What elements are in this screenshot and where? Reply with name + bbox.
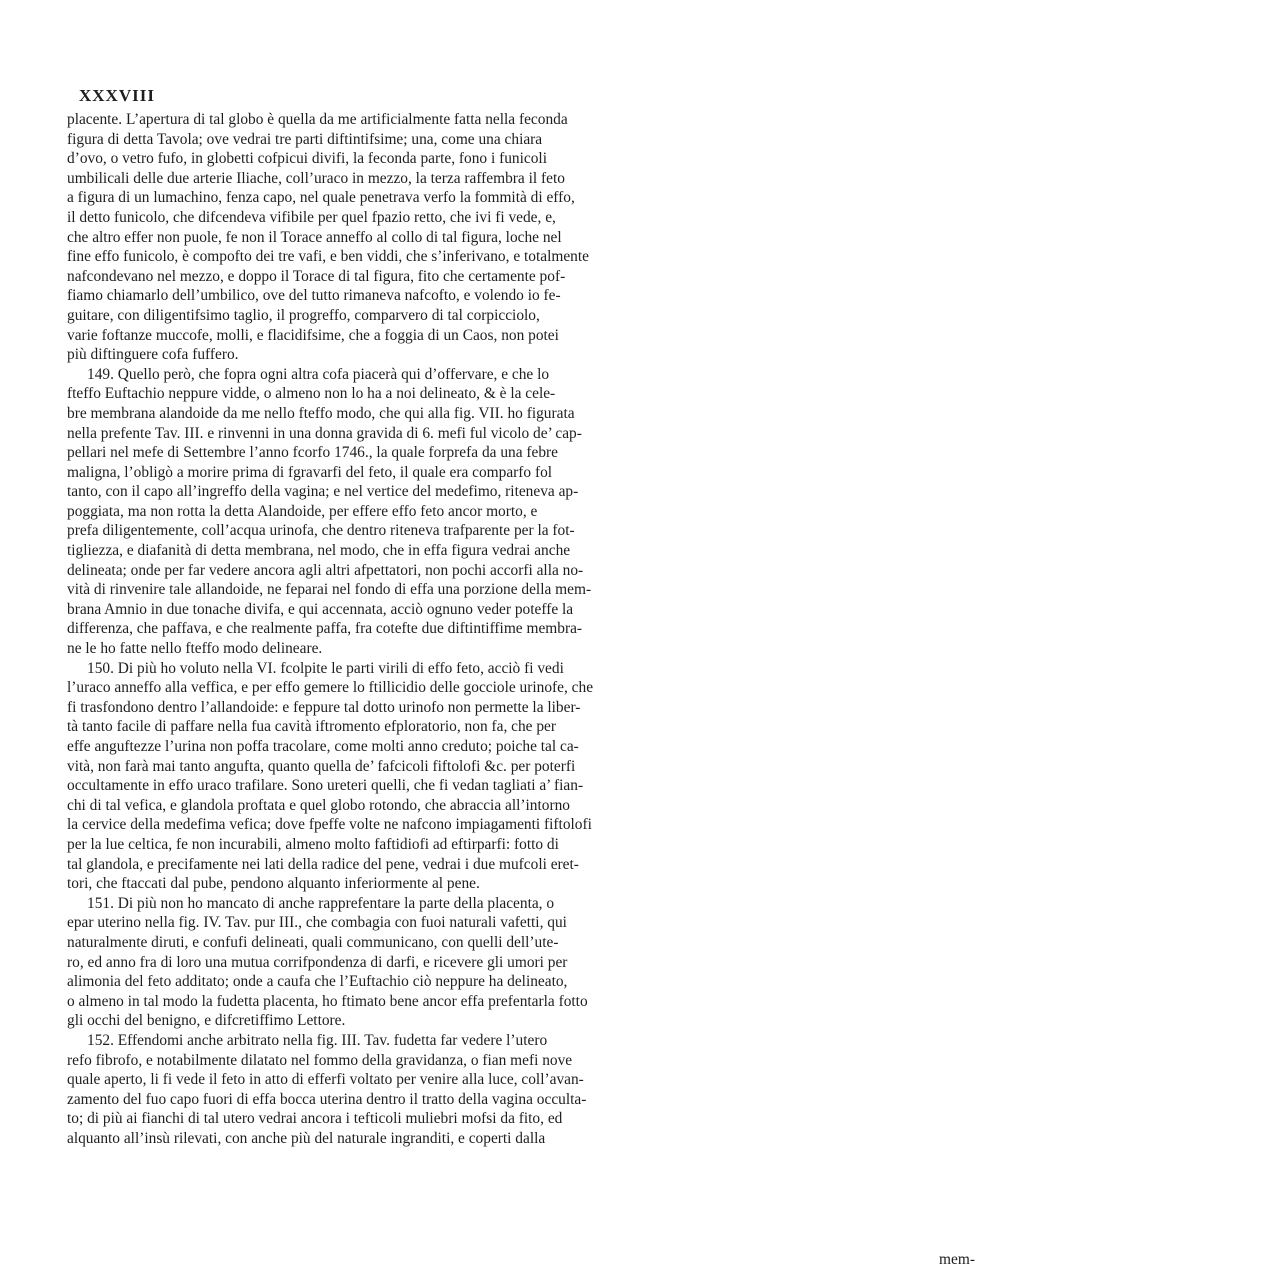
text-line: umbilicali delle due arterie Iliache, coll’uraco in mezzo, la terza raffembra il feto [67, 169, 565, 187]
body-text [67, 110, 727, 1148]
text-line: o almeno in tal modo la fudetta placenta, ho ftimato bene ancor effa prefentarla fotto [67, 992, 588, 1010]
text-line: tal glandola, e precifamente nei lati della radice del pene, vedrai i due mufcoli eret- [67, 855, 579, 873]
text-line: figura di detta Tavola; ove vedrai tre parti diftintifsime; una, come una chiara [67, 130, 543, 148]
text-line: effe anguftezze l’urina non poffa tracolare, come molti anno creduto; poiche tal ca- [67, 738, 579, 755]
text-line: poggiata, ma non rotta la detta Alandoide, per effere effo feto ancor morto, e [67, 502, 538, 520]
text-line: fi trasfondono dentro l’allandoide: e feppure tal dotto urinofo non permette la liber- [67, 698, 581, 716]
text-line: differenza, che paffava, e che realmente paffa, fra cotefte due diftintiffime membra- [67, 620, 583, 638]
text-line: prefa diligentemente, coll’acqua urinofa, che dentro riteneva trafparente per la fot- [67, 522, 575, 540]
text-line: tigliezza, e diafanità di detta membrana, nel modo, che in effa figura vedrai anche [67, 542, 571, 560]
text-line: epar uterino nella fig. IV. Tav. pur III., che combagia con fuoi naturali vafetti, qui [67, 914, 567, 932]
text-line: fiamo chiamarlo dell’umbilico, ove del tutto rimaneva nafcofto, e volendo io fe- [67, 287, 561, 305]
text-line: d’ovo, o vetro fufo, in globetti cofpicui divifi, la feconda parte, fono i funicoli [67, 150, 547, 168]
text-line: a figura di un lumachino, fenza capo, nel quale penetrava verfo la fommità di effo, [67, 189, 575, 207]
text-line: nafcondevano nel mezzo, e doppo il Torace di tal figura, fito che certamente pof- [67, 267, 566, 285]
text-line: 149. Quello però, che fopra ogni altra cofa piacerà qui d’offervare, e che lo [87, 365, 550, 383]
catchword: mem- [939, 1251, 975, 1268]
text-line: che altro effer non puole, fe non il Torace anneffo al collo di tal figura, loche nel [67, 228, 562, 246]
text-line: brana Amnio in due tonache divifa, e qui accennata, acciò ognuno veder poteffe la [67, 600, 574, 618]
text-line: per la lue celtica, fe non incurabili, almeno molto faftidiofi ad eftirparfi: fotto di [67, 835, 559, 853]
text-line: maligna, l’obligò a morire prima di fgravarfi del feto, il quale era comparfo fol [67, 463, 553, 481]
text-line: la cervice della medefima vefica; dove fpeffe volte ne nafcono impiagamenti fiftolofi [67, 816, 592, 834]
text-line: quale aperto, li fi vede il feto in atto di efferfi voltato per venire alla luce, coll’avan- [67, 1071, 584, 1089]
text-line: placente. L’apertura di tal globo è quella da me artificialmente fatta nella feconda [67, 111, 568, 128]
text-line: pellari nel mefe di Settembre l’anno fcorfo 1746., la quale forprefa da una febre [67, 444, 558, 462]
text-line: gli occhi del benigno, e difcretiffimo Lettore. [67, 1012, 346, 1030]
text-line: 150. Di più ho voluto nella VI. fcolpite le parti virili di effo feto, acciò fi vedi [87, 659, 564, 677]
text-line: zamento del fuo capo fuori di effa bocca uterina dentro il tratto della vagina occulta- [67, 1090, 587, 1108]
text-line: refo fibrofo, e notabilmente dilatato nel fommo della gravidanza, o fian mefi nove [67, 1051, 573, 1069]
text-line: 151. Di più non ho mancato di anche rapprefentare la parte della placenta, o [87, 894, 555, 912]
text-line: 152. Effendomi anche arbitrato nella fig. III. Tav. fudetta far vedere l’utero [87, 1031, 548, 1049]
text-line: guitare, con diligentifsimo taglio, il progreffo, comparvero di tal corpicciolo, [67, 306, 540, 324]
text-line: delineata; onde per far vedere ancora agli altri afpettatori, non pochi accorfi alla no- [67, 561, 584, 579]
text-line: ro, ed anno fra di loro una mutua corrifpondenza di darfi, e ricevere gli umori per [67, 953, 568, 971]
text-line: occultamente in effo uraco trafilare. Sono ureteri quelli, che fi vedan tagliati a’ fian- [67, 777, 584, 795]
text-line: tanto, con il capo all’ingreffo della vagina; e nel vertice del medefimo, riteneva ap- [67, 483, 579, 501]
text-line: naturalmente diruti, e confufi delineati, quali communicano, con quelli dell’ute- [67, 933, 559, 951]
text-line: l’uraco anneffo alla veffica, e per effo gemere lo ftillicidio delle gocciole urinofe, che [67, 679, 594, 697]
text-line: vità di rinvenire tale allandoide, ne feparai nel fondo di effa una porzione della mem- [67, 581, 592, 599]
text-line: varie foftanze muccofe, molli, e flacidifsime, che a foggia di un Caos, non potei [67, 326, 559, 344]
text-line: vità, non farà mai tanto angufta, quanto quella de’ fafcicoli fiftolofi &c. per poterfi [67, 757, 576, 775]
text-line: il detto funicolo, che difcendeva vifibile per quel fpazio retto, che ivi fi vede, e, [67, 208, 556, 226]
text-line: tà tanto facile di paffare nella fua cavità iftromento efploratorio, non fa, che per [67, 718, 556, 736]
text-line: tori, che ftaccati dal pube, pendono alquanto inferiormente al pene. [67, 875, 480, 893]
text-line: to; di più ai fianchi di tal utero vedrai ancora i tefticoli muliebri mofsi da fito, ed [67, 1110, 563, 1128]
text-line: alquanto all’insù rilevati, con anche più del naturale ingranditi, e coperti dalla [67, 1129, 546, 1147]
text-line: chi di tal vefica, e glandola proftata e quel globo rotondo, che abraccia all’intorno [67, 796, 570, 814]
text-line: alimonia del feto additato; onde a caufa che l’Euftachio ciò neppure ha delineato, [67, 973, 568, 991]
text-line: bre membrana alandoide da me nello fteffo modo, che qui alla fig. VII. ho figurata [67, 404, 575, 422]
text-line: nella prefente Tav. III. e rinvenni in una donna gravida di 6. mefi ful vicolo de’ cap- [67, 424, 582, 442]
page-number: XXXVIII [79, 86, 155, 105]
text-line: fine effo funicolo, è compofto dei tre vafi, e ben viddi, che s’inferivano, e totalmente [67, 248, 589, 266]
text-line: ne le ho fatte nello fteffo modo delineare. [67, 640, 323, 658]
text-line: più diftinguere cofa fuffero. [67, 346, 239, 364]
text-line: fteffo Euftachio neppure vidde, o almeno non lo ha a noi delineato, & è la cele- [67, 385, 556, 403]
